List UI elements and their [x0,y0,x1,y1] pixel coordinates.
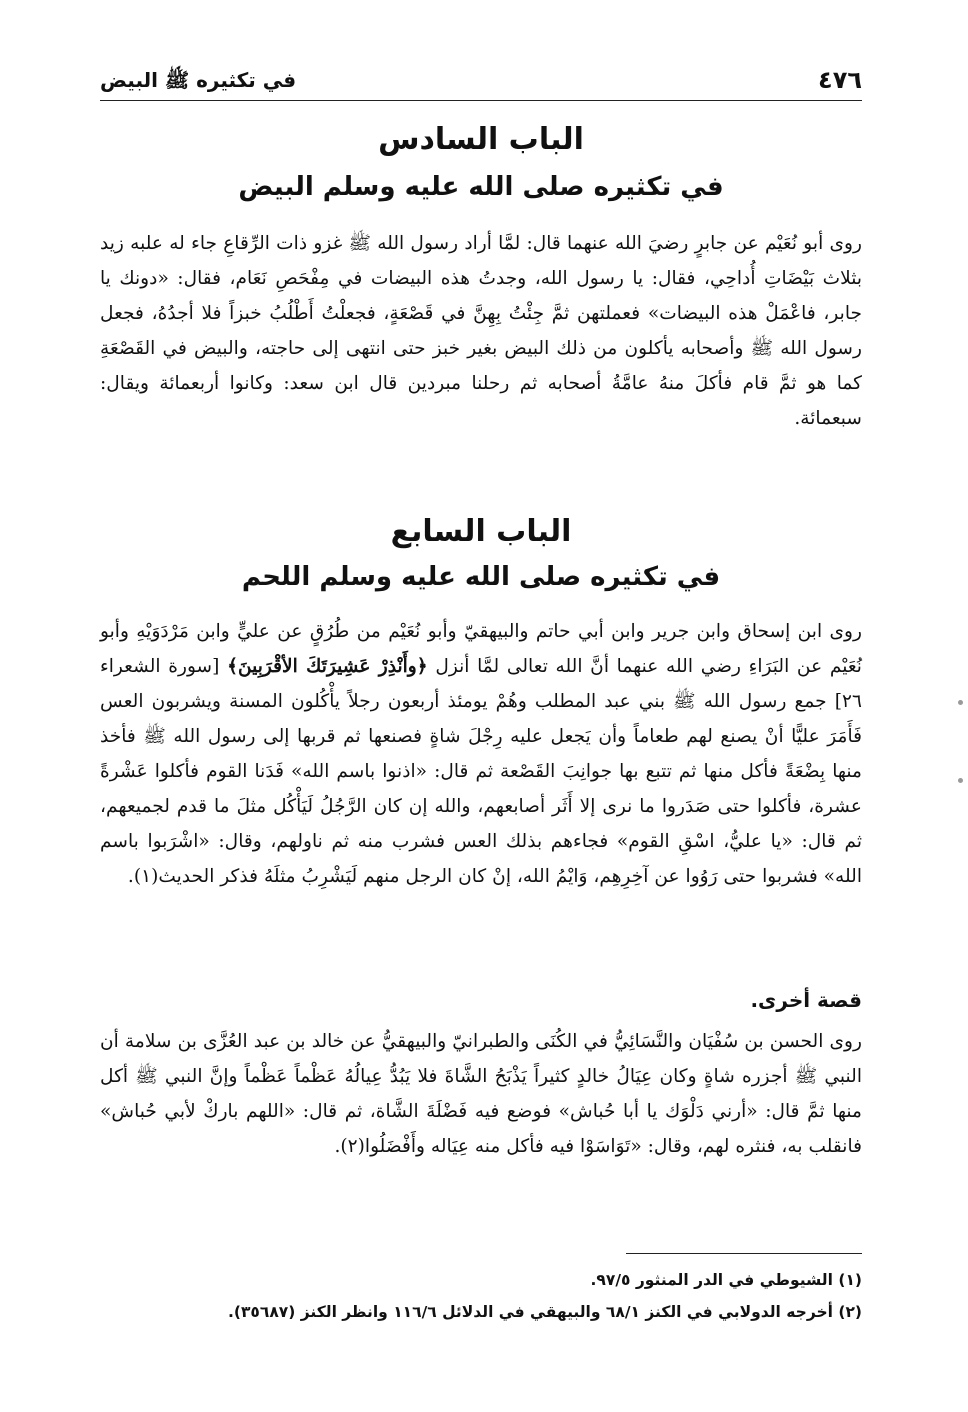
body-paragraph: روى الحسن بن سُفْيَان والنَّسَائِيُّ في الكُنَى والطبرانيّ والبيهقيُّ عن خالد بن عبد العُزَّى بن سلامة أن النبي ﷺ أجزره شاةٍ وكان عِيَالُ خالدٍ كثيراً يَذْبَحُ الشَّاةَ فلا يَبُدُّ عِيالُهُ عَظْماً عَظْماً وإنَّ النبي ﷺ أكل منها ثمَّ قال: «أرني دَلْوَك يا أبا حُباش» فوضع فيه فَضْلَةَ الشَّاة، ثم قال: «اللهم باركْ لأبي حُباش» فانقلب به، فنثره لهم، وقال: «تَوَاسَوْا فيه فأكل منه عِيَاله وأَفْضَلُوا(٢). [100,1031,862,1157]
chapter-six-heading [100,122,862,157]
body-paragraph [100,614,862,894]
chapter-seven-heading [100,514,862,549]
chapter-subtitle: في تكثيره صلى الله عليه وسلم البيض [238,172,724,202]
footnotes [227,1264,862,1328]
chapter-title: الباب السادس [378,122,584,157]
paragraph-text: روى ابن إسحاق وابن جرير وابن أبي حاتم والبيهقيّ وأبو نُعَيْم من طُرُقٍ عن عليٍّ وابن مَرْدَوَيْهِ وأبو نُعَيْم عن البَرَاءِ رضي الله عنهما أنَّ الله تعالى لمَّا أنزل [100,621,862,677]
body-paragraph: روى أبو نُعَيْم عن جابرٍ رضيَ الله عنهما قال: لمَّا أراد رسول الله ﷺ غزو ذات الرِّقاعِ جاء له علبه زيد بثلاث بَيْضَاتِ أُداحِي، فقال: يا رسول الله، وجدتُ هذه البيضات في مِفْحَصِ نَعَام، فقال: «دونك يا جابر، فاعْمَلْ هذه البيضات» فعملتهن ثمَّ جِئْتُ بِهِنَّ في قَصْعَةٍ، فجعلْتُ أَطْلُبُ خبزاً فلا أجدُهُ، فجعل رسول الله ﷺ وأصحابه يأكلون من ذلك البيض بغير خبز حتى انتهى إلى حاجته، والبيض في القَصْعَةِ كما هو ثمَّ قام فأكلَ منهُ عامَّةُ أصحابه ثم رحلنا مبردين قال ابن سعد: وكانوا أربعمائة ويقال: سبعمائة. [100,233,862,429]
section-subheading: قصة أخرى. [750,988,862,1012]
chapter-seven-text [100,614,862,894]
quran-verse: ﴿وأَنْذِرْ عَشِيرَتَكَ الأقْرَبِينَ﴾ [227,656,428,677]
footnote: (٢) أخرجه الدولابي في الكنز ٦٨/١ والبيهقي في الدلائل ١١٦/٦ وانظر الكنز (٣٥٦٨٧). [227,1303,862,1321]
scan-speck [958,700,963,705]
chapter-six-text [100,226,862,436]
subheading-block [100,988,862,1012]
running-header [100,60,862,101]
second-story-text [100,1024,862,1164]
chapter-seven-subtitle-block [100,562,862,592]
footnote: (١) الشيوطي في الدر المنثور ٩٧/٥. [590,1271,862,1289]
paragraph-text: [سورة الشعراء ٢٦] جمع رسول الله ﷺ بني عبد المطلب وهُمْ يومئذ أربعون رجلاً يأْكُلون المسنة ويشربون العس فَأَمَرَ عليًّا أنْ يصنع لهم طعاماً وأن يَجعل عليه رِجْلَ شاةٍ فصنعها ثم قربها إلى رسول الله ﷺ فأخذ منها بِضْعَةً فأكل منها ثم تتبع بها جوانِبَ القَصْعة ثم قال: «اذنوا باسم الله» فَدَنا القوم فأكلوا عَشْرةً عشرة، فأكلوا حتى صَدَروا ما نرى إلا أَثَر أصابعهم، والله إن كان الرَّجُلُ لَيَأْكُل مثلَ ما قدم لجميعهم، ثم قال: «يا عليُّ، اسْقِ القوم» فجاءهم بذلك العس فشرب منه ثم ناولهم، وقال: «اشْرَبوا باسم الله» فشربوا حتى رَوُوا عن آخِرِهِم، وَايْمُ الله، إنْ كان الرجل منهم لَيَشْرِبُ مثلَهُ فذكر الحديث(١). [100,656,862,887]
chapter-six-subtitle-block [100,172,862,202]
chapter-title: الباب السابع [390,514,572,549]
scan-speck [958,778,963,783]
footnote-separator [626,1253,862,1254]
page-number: ٤٧٦ [818,66,862,94]
chapter-subtitle: في تكثيره صلى الله عليه وسلم اللحم [241,562,721,592]
running-title: في تكثيره ﷺ البيض [100,68,297,92]
